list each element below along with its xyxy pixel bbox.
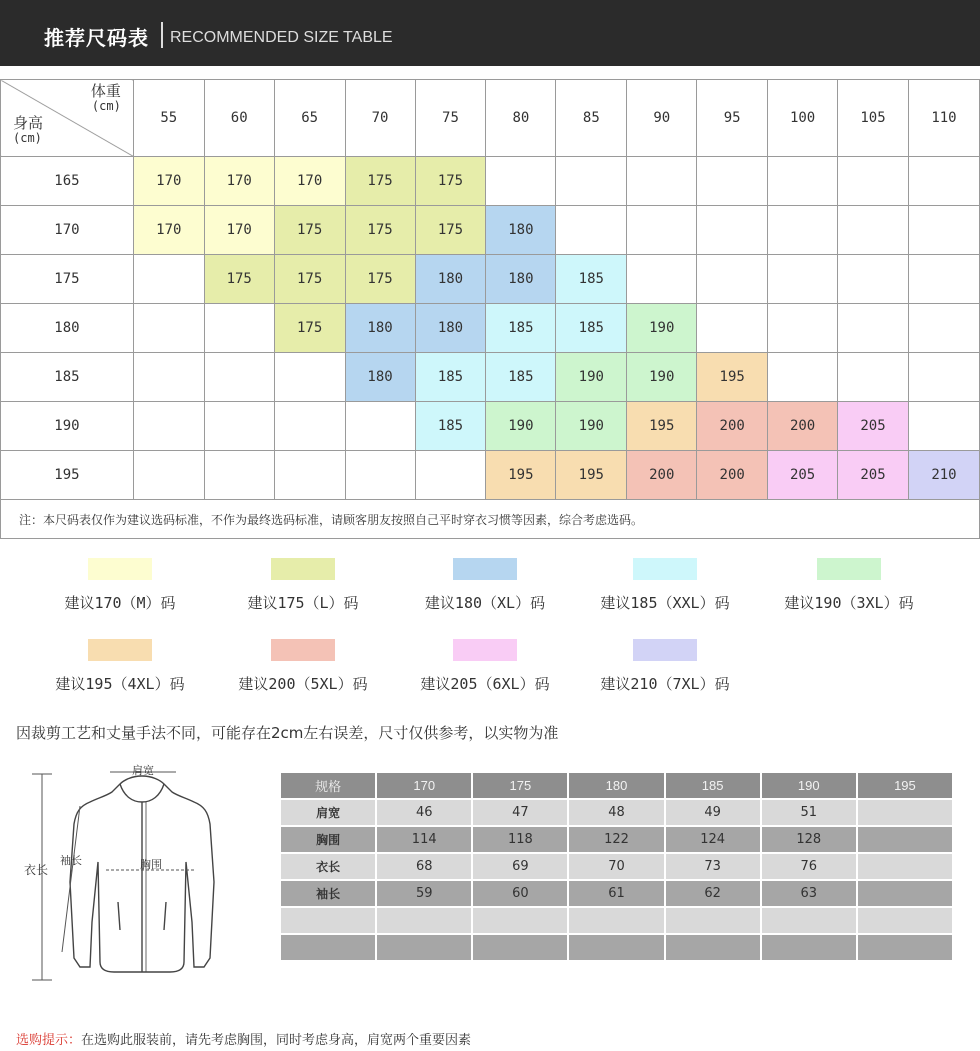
size-cell [627,255,697,304]
measurement-value [857,799,953,826]
measurement-row [280,799,953,826]
measurement-value: 62 [665,880,761,907]
size-cell [556,157,627,206]
weight-header: 110 [908,80,979,157]
measurement-value [472,934,568,961]
measurement-value [857,826,953,853]
measurement-row [280,853,953,880]
weight-header: 60 [204,80,274,157]
measurement-value: 51 [761,799,857,826]
size-cell [908,206,979,255]
size-cell [838,353,909,402]
size-cell: 200 [627,451,697,500]
legend-item [774,558,924,613]
measurement-label: 袖长 [280,880,376,907]
label-length: 衣长 [24,863,49,877]
size-cell: 180 [345,304,415,353]
size-cell [204,402,274,451]
measurement-value [857,907,953,934]
label-sleeve: 袖长 [60,854,82,867]
measurement-disclaimer: 因裁剪工艺和丈量手法不同，可能存在2cm左右误差，尺寸仅供参考，以实物为准 [16,724,559,742]
size-cell [768,206,838,255]
size-cell: 175 [345,206,415,255]
size-cell: 195 [556,451,627,500]
weight-header: 55 [133,80,204,157]
measurement-value: 47 [472,799,568,826]
weight-header: 80 [486,80,556,157]
size-cell [556,206,627,255]
tip-text: 在选购此服装前，请先考虑胸围，同时考虑身高，肩宽两个重要因素 [81,1033,472,1048]
measurement-value: 46 [376,799,472,826]
legend-item [410,558,560,613]
measurement-header-cell: 195 [857,772,953,799]
measurement-value: 68 [376,853,472,880]
size-cell: 180 [486,206,556,255]
measurement-value [568,934,664,961]
measurement-value: 128 [761,826,857,853]
size-cell [627,206,697,255]
measurement-value [761,934,857,961]
size-cell [768,157,838,206]
size-cell [908,304,979,353]
size-cell: 170 [133,206,204,255]
measurement-value: 118 [472,826,568,853]
height-header: 190 [1,402,134,451]
legend-swatch [88,639,152,661]
height-header: 180 [1,304,134,353]
measurement-row [280,826,953,853]
purchase-tip [16,1029,471,1048]
size-cell [133,402,204,451]
size-cell [768,255,838,304]
measurement-header-row [280,772,953,799]
size-cell: 180 [415,304,486,353]
legend-item [228,558,378,613]
weight-header: 95 [697,80,768,157]
weight-header: 70 [345,80,415,157]
size-cell [838,206,909,255]
legend-swatch [271,558,335,580]
legend-swatch [633,558,697,580]
measurement-value [376,934,472,961]
size-cell: 205 [768,451,838,500]
size-cell: 185 [556,304,627,353]
legend-item [45,639,195,694]
legend-swatch [633,639,697,661]
weight-header: 90 [627,80,697,157]
legend-label: 建议210（7XL）码 [600,675,730,693]
measurement-header-cell: 175 [472,772,568,799]
size-cell [838,255,909,304]
size-cell: 190 [627,304,697,353]
measurement-value: 60 [472,880,568,907]
size-cell [415,451,486,500]
size-cell: 205 [838,402,909,451]
weight-header: 65 [274,80,345,157]
measurement-value [665,907,761,934]
size-cell: 175 [204,255,274,304]
measurement-value [857,934,953,961]
size-cell [768,304,838,353]
size-cell [133,451,204,500]
legend-swatch [817,558,881,580]
legend-swatch [88,558,152,580]
size-cell: 185 [486,304,556,353]
legend-item [228,639,378,694]
recommended-size-table [0,79,980,539]
legend-label: 建议195（4XL）码 [55,675,185,693]
legend-item [45,558,195,613]
size-cell: 210 [908,451,979,500]
size-cell [697,255,768,304]
legend-swatch [453,558,517,580]
size-cell: 185 [415,402,486,451]
size-table-note: 注：本尺码表仅作为建议选码标准，不作为最终选码标准，请顾客朋友按照自己平时穿衣习惯等因素，综合考虑选码。 [1,500,980,539]
size-cell: 200 [768,402,838,451]
tip-title: 选购提示： [16,1033,82,1048]
size-cell [204,353,274,402]
size-cell: 180 [486,255,556,304]
table-row [1,255,980,304]
page-header [0,0,980,66]
height-header: 175 [1,255,134,304]
size-cell [133,353,204,402]
legend-label: 建议205（6XL）码 [420,675,550,693]
size-cell: 175 [415,157,486,206]
size-cell: 175 [345,157,415,206]
measurement-label [280,934,376,961]
measurement-value: 61 [568,880,664,907]
size-cell [697,157,768,206]
weight-axis-label: 体重 (cm) [90,82,121,113]
measurement-value: 76 [761,853,857,880]
weight-header: 105 [838,80,909,157]
measurement-value [857,880,953,907]
height-axis-label: 身高 (cm) [13,114,44,145]
title-cn: 推荐尺码表 [44,26,149,50]
measurement-value: 49 [665,799,761,826]
legend-label: 建议185（XXL）码 [600,594,730,612]
size-cell [627,157,697,206]
size-cell [274,451,345,500]
measurement-value [857,853,953,880]
table-row [1,451,980,500]
size-cell [133,304,204,353]
measurement-value: 114 [376,826,472,853]
size-cell: 170 [204,157,274,206]
measurement-value [568,907,664,934]
size-cell [345,451,415,500]
size-cell [768,353,838,402]
measurement-row [280,907,953,934]
measurement-label: 胸围 [280,826,376,853]
size-cell: 185 [486,353,556,402]
title-en: RECOMMENDED SIZE TABLE [170,29,393,46]
size-cell: 200 [697,402,768,451]
measurement-value: 59 [376,880,472,907]
size-cell [697,206,768,255]
legend-label: 建议200（5XL）码 [238,675,368,693]
size-cell: 185 [415,353,486,402]
legend-label: 建议190（3XL）码 [784,594,914,612]
size-cell [838,157,909,206]
size-cell: 200 [697,451,768,500]
measurement-label: 衣长 [280,853,376,880]
size-cell: 180 [415,255,486,304]
weight-header: 100 [768,80,838,157]
size-cell [274,402,345,451]
jacket-diagram [20,762,270,992]
size-cell: 185 [556,255,627,304]
title-divider [161,22,163,48]
measurement-value [761,907,857,934]
legend-item [590,558,740,613]
measurement-header-cell: 170 [376,772,472,799]
measurement-row [280,880,953,907]
measurement-table [279,771,954,962]
size-cell: 170 [274,157,345,206]
size-cell [908,402,979,451]
measurement-header-cell: 180 [568,772,664,799]
table-row [1,402,980,451]
size-cell: 190 [556,402,627,451]
weight-header: 75 [415,80,486,157]
measurement-header-cell: 规格 [280,772,376,799]
measurement-value [665,934,761,961]
height-header: 170 [1,206,134,255]
table-row [1,206,980,255]
size-cell [908,255,979,304]
size-cell: 205 [838,451,909,500]
legend-swatch [453,639,517,661]
size-cell [908,353,979,402]
height-header: 185 [1,353,134,402]
measurement-value: 70 [568,853,664,880]
size-cell: 195 [697,353,768,402]
measurement-value: 69 [472,853,568,880]
label-chest: 胸围 [140,858,162,871]
measurement-label: 肩宽 [280,799,376,826]
measurement-label [280,907,376,934]
size-cell [204,304,274,353]
legend-item [410,639,560,694]
size-cell [204,451,274,500]
measurement-value [376,907,472,934]
size-cell: 175 [415,206,486,255]
measurement-value: 122 [568,826,664,853]
table-row [1,353,980,402]
size-cell [274,353,345,402]
size-cell: 190 [627,353,697,402]
size-cell: 175 [274,255,345,304]
legend-swatch [271,639,335,661]
size-cell: 195 [486,451,556,500]
measurement-row [280,934,953,961]
size-cell [345,402,415,451]
legend-item [590,639,740,694]
size-cell: 175 [274,206,345,255]
measurement-value: 63 [761,880,857,907]
size-cell: 170 [133,157,204,206]
table-row [1,304,980,353]
legend-label: 建议175（L）码 [247,594,359,612]
legend-label: 建议180（XL）码 [424,594,546,612]
size-cell: 175 [345,255,415,304]
size-cell: 195 [627,402,697,451]
size-cell: 175 [274,304,345,353]
size-cell: 170 [204,206,274,255]
table-row [1,157,980,206]
size-cell: 190 [556,353,627,402]
size-cell [697,304,768,353]
size-cell [486,157,556,206]
height-header: 195 [1,451,134,500]
measurement-value: 124 [665,826,761,853]
measurement-header-cell: 185 [665,772,761,799]
legend-label: 建议170（M）码 [64,594,176,612]
size-cell: 190 [486,402,556,451]
height-header: 165 [1,157,134,206]
size-cell: 180 [345,353,415,402]
measurement-value: 73 [665,853,761,880]
size-cell [133,255,204,304]
size-cell [838,304,909,353]
label-shoulder: 肩宽 [132,764,154,777]
weight-header: 85 [556,80,627,157]
size-cell [908,157,979,206]
table-corner [1,80,134,157]
measurement-value [472,907,568,934]
measurement-header-cell: 190 [761,772,857,799]
measurement-value: 48 [568,799,664,826]
